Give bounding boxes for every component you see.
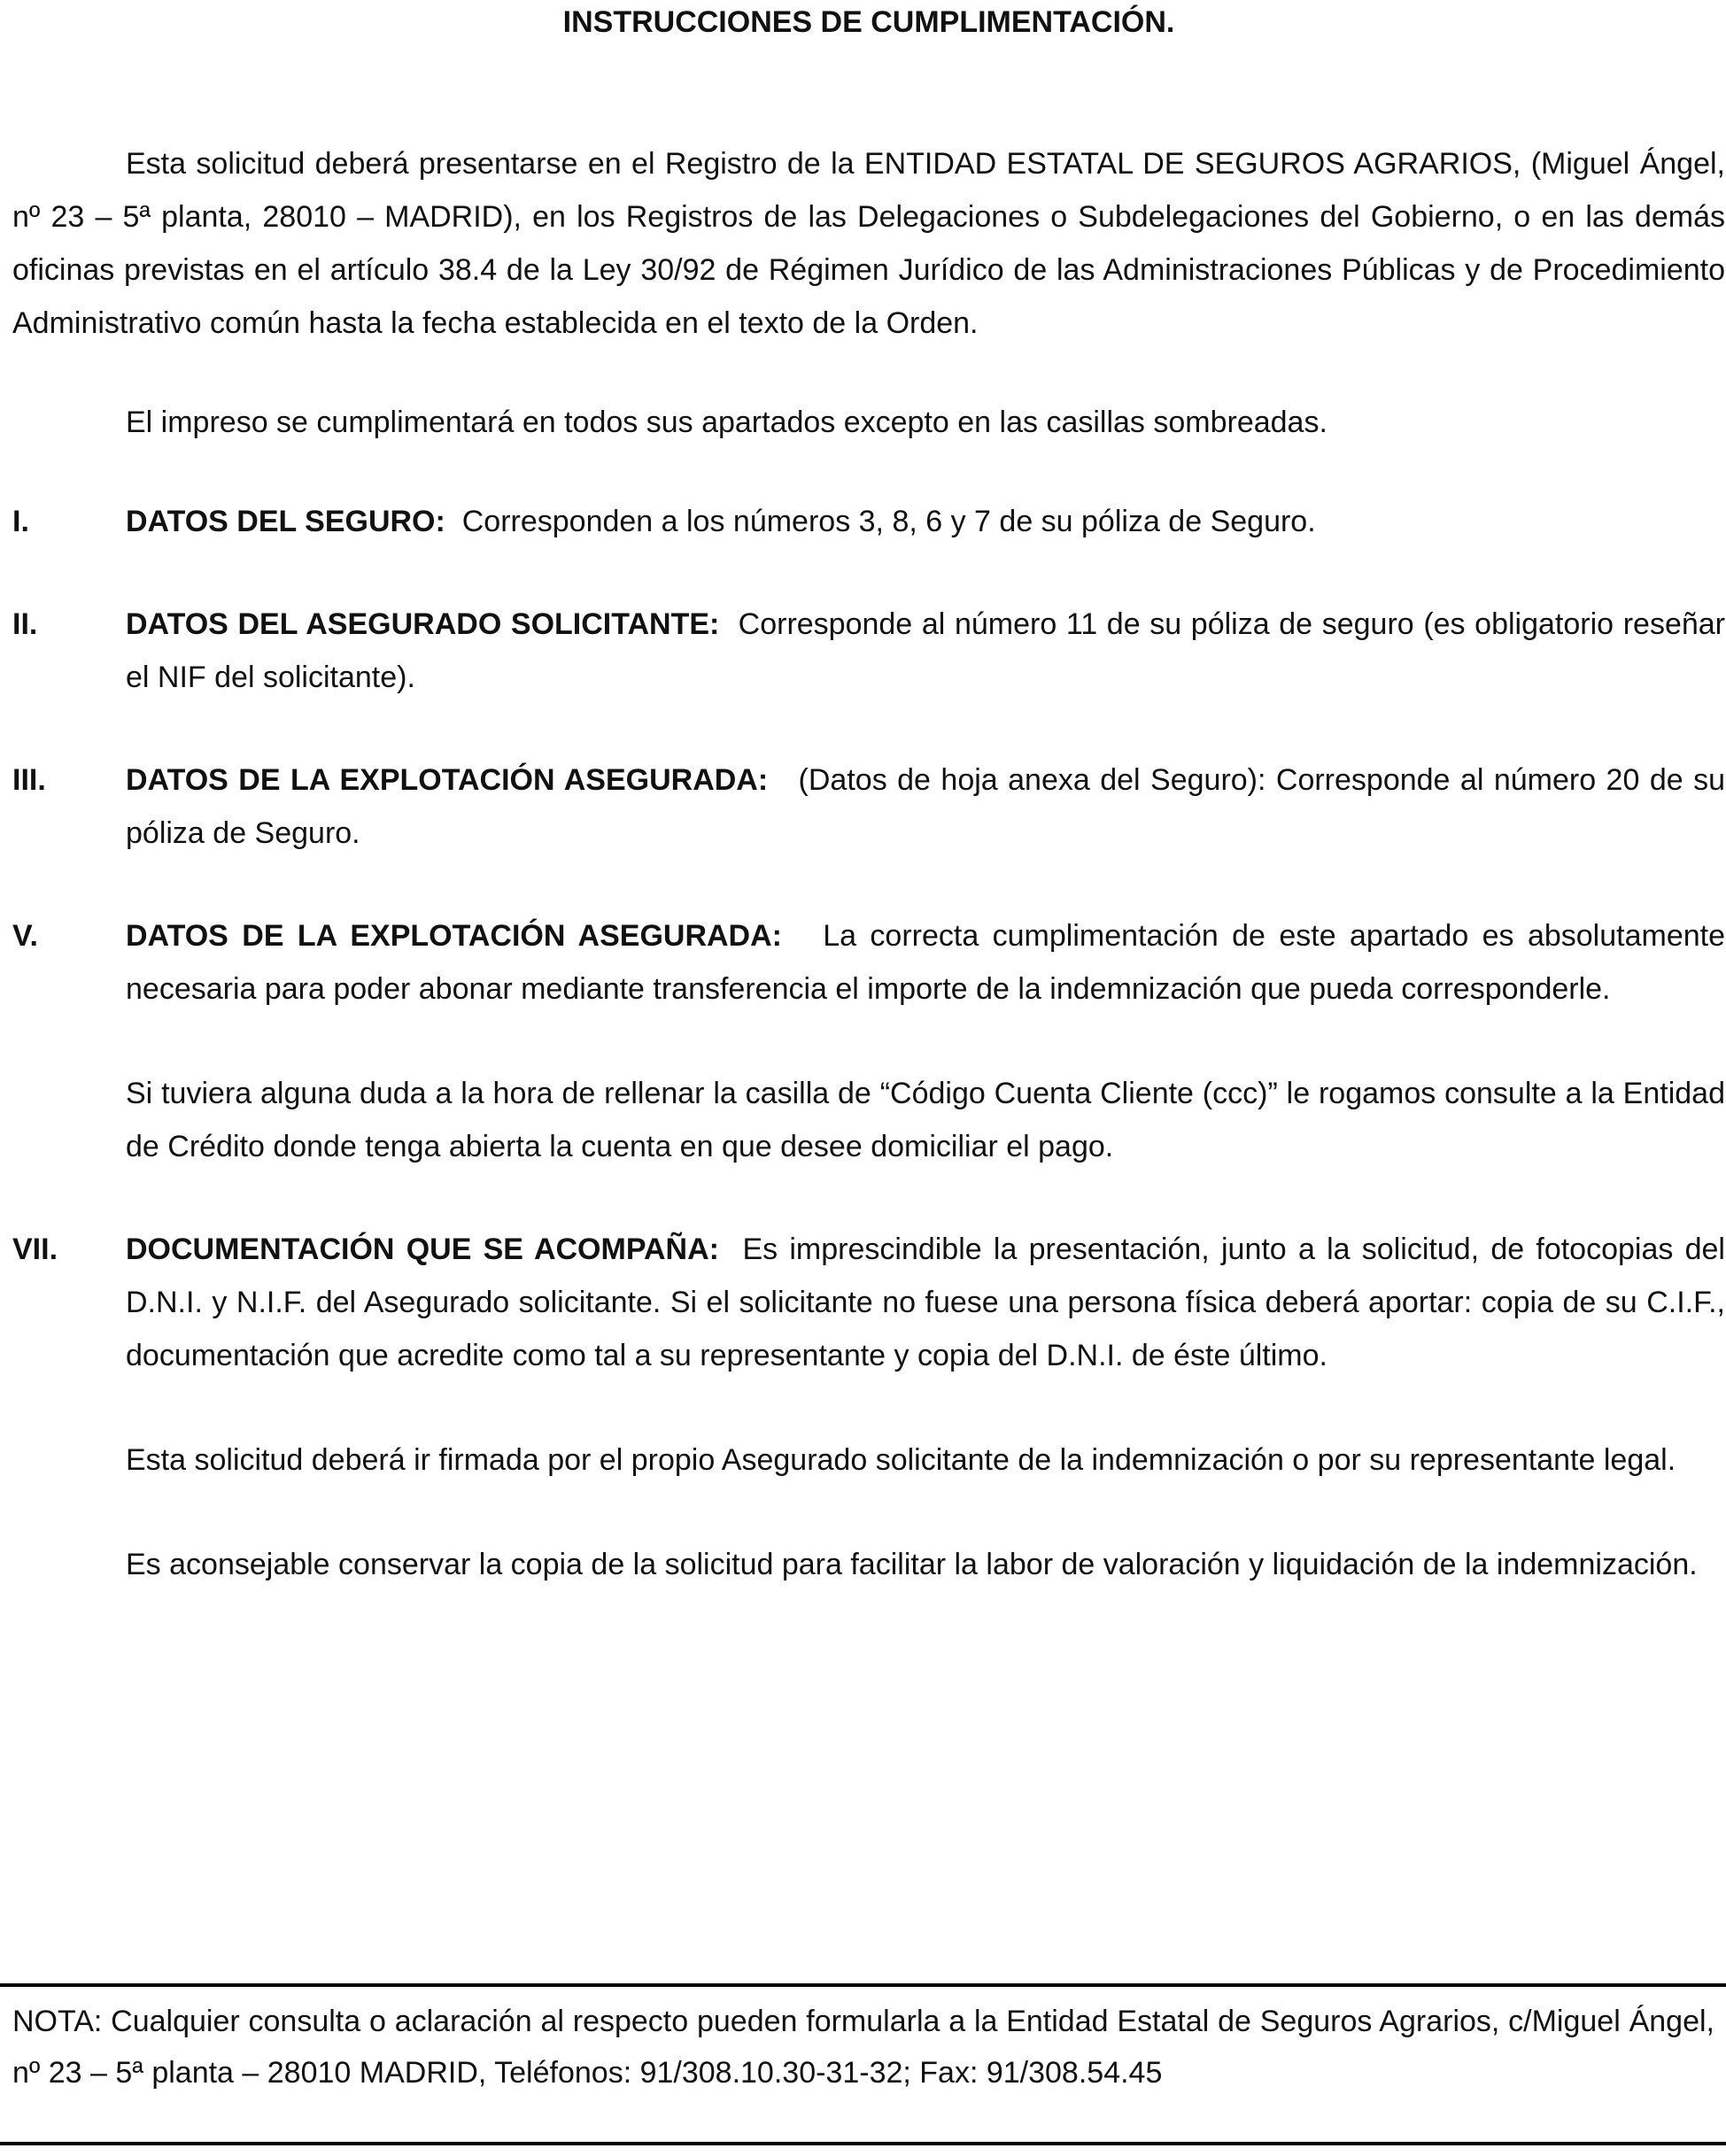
intro-paragraph-1: Esta solicitud deberá presentarse en el Registro de la ENTIDAD ESTATAL DE SEGUROS AGRARIOS, (Miguel Ángel, nº 23 – 5ª planta, 28010 – MADRID), en los Registros de las Delegaciones o Subdelegaciones del Gobierno, o en las demás oficinas previstas en el artículo 38.4 de la Ley 30/92 de Régimen Jurídico de las Administraciones Públicas y de Procedimiento Administrativo común hasta la fecha establecida en el texto de la Orden.: [12, 147, 1725, 340]
section-text: Es imprescindible la presentación, junto a la solicitud, de fotocopias del D.N.I. y N.I.F. del Asegurado solicitante. Si el solicitante no fuese una persona física deberá aportar: copia de su C.I.F., documentación que acredite como tal a su representante y copia del D.N.I. de éste último.: [126, 1233, 1725, 1372]
section-text: Corresponde al número 11 de su póliza de seguro (es obligatorio reseñar el NIF del solicitante).: [126, 607, 1725, 694]
section-vii-extra-paragraph-2: Es aconsejable conservar la copia de la solicitud para facilitar la labor de valoración y liquidación de la indemnización.: [126, 1548, 1698, 1581]
section-body: [126, 1223, 1725, 1382]
section-vii-extra-paragraph-1: Esta solicitud deberá ir firmada por el propio Asegurado solicitante de la indemnización o por su representante legal.: [126, 1443, 1676, 1477]
section-number: V.: [12, 919, 39, 953]
section-ii: [12, 598, 1725, 704]
section-v: [12, 909, 1725, 1016]
note-box: [0, 1983, 1726, 2145]
section-text: Corresponden a los números 3, 8, 6 y 7 de su póliza de Seguro.: [461, 505, 1316, 538]
section-heading: DOCUMENTACIÓN QUE SE ACOMPAÑA:: [126, 1233, 719, 1266]
section-heading: DATOS DE LA EXPLOTACIÓN ASEGURADA:: [126, 763, 769, 797]
section-heading: DATOS DEL ASEGURADO SOLICITANTE:: [126, 607, 720, 641]
section-vii: [12, 1223, 1725, 1382]
document-title: INSTRUCCIONES DE CUMPLIMENTACIÓN.: [562, 5, 1175, 39]
section-heading: DATOS DEL SEGURO:: [126, 505, 445, 538]
section-i: [12, 495, 1725, 548]
section-body: [126, 598, 1725, 704]
section-number: III.: [12, 763, 46, 797]
section-heading: DATOS DE LA EXPLOTACIÓN ASEGURADA:: [126, 919, 782, 953]
section-iii: [12, 753, 1725, 860]
intro-paragraph-2: El impreso se cumplimentará en todos sus apartados excepto en las casillas sombreadas.: [126, 406, 1327, 439]
section-body: [126, 753, 1725, 860]
section-number: I.: [12, 505, 29, 538]
section-number: II.: [12, 607, 38, 641]
document-page: [12, 0, 1725, 1591]
note-text: NOTA: Cualquier consulta o aclaración al respecto pueden formularla a la Entidad Estatal de Seguros Agrarios, c/Miguel Ángel, nº 23 – 5ª planta – 28010 MADRID, Teléfonos: 91/308.10.30-31-32; Fax: 91/308.54.45: [12, 2005, 1714, 2090]
section-text: (Datos de hoja anexa del Seguro): Corresponde al número 20 de su póliza de Seguro.: [126, 763, 1726, 850]
section-body: [126, 495, 1725, 548]
section-number: VII.: [12, 1233, 58, 1266]
section-text: La correcta cumplimentación de este apartado es absolutamente necesaria para poder abonar mediante transferencia el importe de la indemnización que pueda corresponderle.: [126, 919, 1725, 1006]
section-body: [126, 909, 1725, 1016]
section-v-extra-paragraph: Si tuviera alguna duda a la hora de rellenar la casilla de “Código Cuenta Cliente (ccc)” le rogamos consulte a la Entidad de Crédito donde tenga abierta la cuenta en que desee domiciliar el pago.: [126, 1077, 1725, 1163]
